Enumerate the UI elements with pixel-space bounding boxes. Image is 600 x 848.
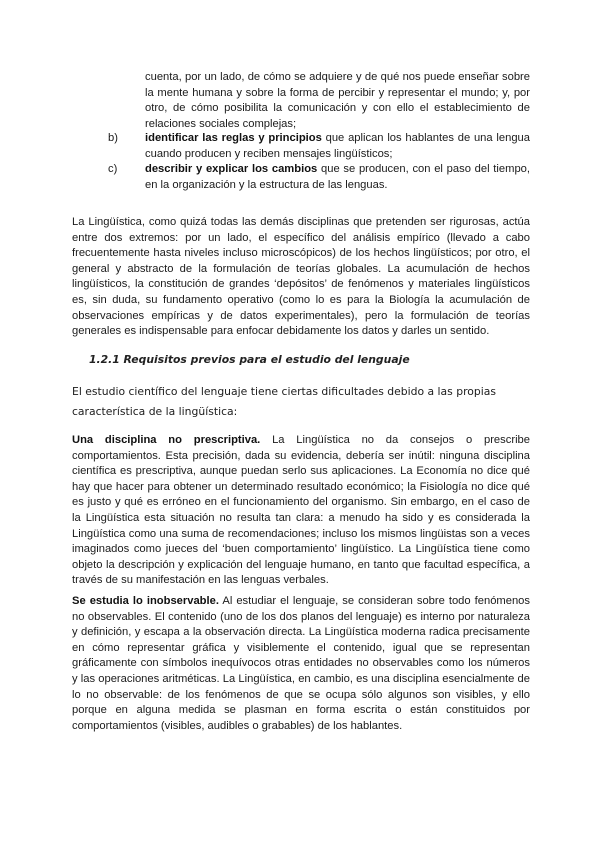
- list-item-bold: identificar las reglas y principios: [145, 132, 322, 144]
- section-heading: [89, 353, 410, 366]
- continuation-paragraph: cuenta, por un lado, de cómo se adquiere y de qué nos puede enseñar sobre la mente humana y sobre la forma de percibir y representar el mundo; y, por otro, de cómo posibilita la comunicación y con ello el establecimiento de relaciones sociales complejas;: [145, 71, 530, 130]
- list-marker: c): [108, 163, 118, 175]
- list-item-text: [145, 162, 530, 193]
- body-paragraph-inobservable: [72, 594, 530, 734]
- intro-paragraph: El estudio científico del lenguaje tiene ciertas dificultades debido a las propias característica de la lingüística:: [72, 385, 496, 418]
- list-item-text: [145, 131, 530, 162]
- body-paragraph-no-prescriptiva: [72, 433, 530, 589]
- list-item-rest: que se producen, con el paso del tiempo, en la organización y la estructura de las lenguas.: [145, 163, 530, 191]
- section-number: 1.2.1: [89, 353, 120, 366]
- paragraph-lead-bold: Una disciplina no prescriptiva.: [72, 434, 261, 446]
- list-item-b: [108, 131, 530, 162]
- paragraph-body: Al estudiar el lenguaje, se consideran sobre todo fenómenos no observables. El contenido (uno de los dos planos del lenguaje) es interno por naturaleza y definición, y escapa a la observación directa. La Lingüística moderna radica precisamente en cómo representar gráfica y visiblemente el contenido, igual que se representan gráficamente con símbolos inequívocos otras entidades no observables como los números y las operaciones aritméticas. La Lingüística, en cambio, es una disciplina esencialmente de lo no observable: de los fenómenos de que se ocupa sólo algunos son visibles, y ello porque en alguna medida se plasman en forma escrita o están constituidos por comportamientos (visibles, audibles o grabables) de los hablantes.: [72, 595, 530, 732]
- section-title: Requisitos previos para el estudio del lenguaje: [119, 353, 410, 366]
- paragraph-lead-bold: Se estudia lo inobservable.: [72, 595, 219, 607]
- list-marker: b): [108, 132, 118, 144]
- list-item-rest: que aplican los hablantes de una lengua cuando producen y reciben mensajes lingüísticos;: [145, 132, 531, 160]
- paragraph-body: La Lingüística no da consejos o prescribe comportamientos. Esta precisión, dada su evidencia, debería ser inútil: ninguna disciplina científica es prescriptiva, aunque puedan serlo sus aplicaciones. La Economía no dice qué hay que hacer para obtener un determinado resultado económico; la Fisiología no dice qué es justo y qué es erróneo en el funcionamiento del organismo. Sin embargo, en el caso de la Lingüística esta situación no resulta tan clara: a menudo ha sido y es considerada la Lingüística como una suma de recomendaciones; incluso los mismos lingüistas son a veces imaginados como jueces del ‘buen comportamiento’ lingüístico. La Lingüística tiene como objeto la descripción y explicación del lenguaje humano, en tanto que facultad específica, a través de su manifestación en las lenguas verbales.: [72, 434, 530, 587]
- list-item-c: [108, 162, 530, 193]
- body-paragraph-linguistics: La Lingüística, como quizá todas las demás disciplinas que pretenden ser rigurosas, actúa entre dos extremos: por un lado, el específico del análisis empírico (llevado a cabo frecuentemente hasta niveles incluso microscópicos) de los hechos lingüísticos; por otro, el general y abstracto de la formulación de teorías globales. La acumulación de hechos lingüísticos, la constitución de grandes ‘depósitos’ de fenómenos y materiales lingüísticos es, sin duda, su fundamento operativo (como lo es para la Biología la acumulación de observaciones empíricas y de datos experimentales), pero la formulación de teorías generales es indispensable para enfocar debidamente los datos y darles un sentido.: [72, 216, 530, 338]
- list-item-bold: describir y explicar los cambios: [145, 163, 318, 175]
